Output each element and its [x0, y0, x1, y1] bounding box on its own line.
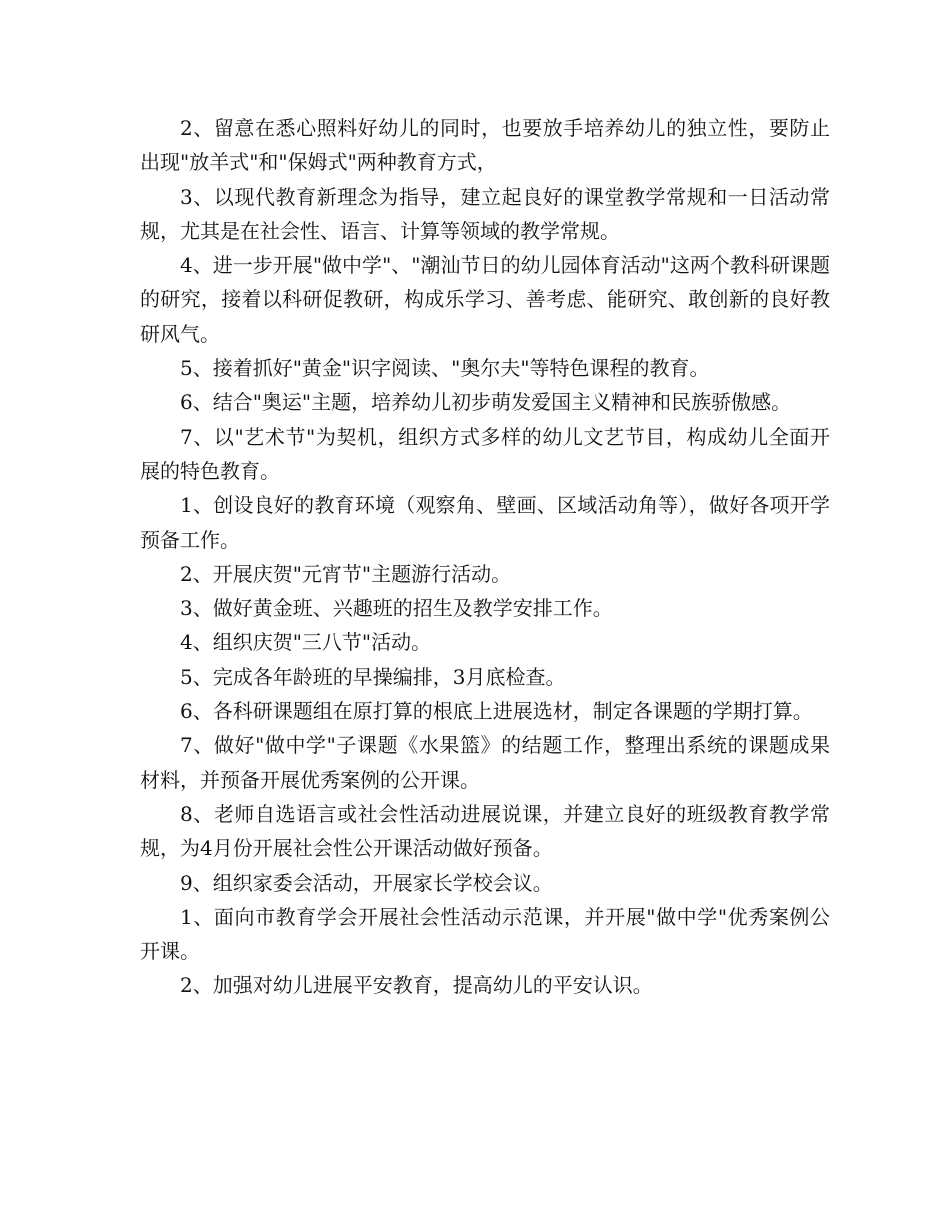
paragraph: 4、进一步开展"做中学"、"潮汕节日的幼儿园体育活动"这两个教科研课题的研究，接着以科研促教研，构成乐学习、善考虑、能研究、敢创新的良好教研风气。 — [140, 253, 830, 346]
paragraph: 5、完成各年龄班的早操编排，3月底检查。 — [180, 664, 566, 689]
paragraph: 2、留意在悉心照料好幼儿的同时，也要放手培养幼儿的独立性，要防止出现"放羊式"和"保姆式"两种教育方式， — [140, 116, 830, 175]
document-body — [140, 111, 830, 1003]
paragraph: 7、以"艺术节"为契机，组织方式多样的幼儿文艺节目，构成幼儿全面开展的特色教育。 — [140, 424, 830, 483]
paragraph: 1、创设良好的教育环境（观察角、壁画、区域活动角等），做好各项开学预备工作。 — [140, 493, 830, 552]
paragraph: 1、面向市教育学会开展社会性活动示范课，并开展"做中学"优秀案例公开课。 — [140, 904, 830, 964]
paragraph: 9、组织家委会活动，开展家长学校会议。 — [180, 870, 553, 895]
paragraph: 5、接着抓好"黄金"识字阅读、"奥尔夫"等特色课程的教育。 — [180, 356, 710, 381]
paragraph: 3、以现代教育新理念为指导，建立起良好的课堂教学常规和一日活动常规，尤其是在社会性、语言、计算等领域的教学常规。 — [140, 184, 830, 243]
paragraph: 2、加强对幼儿进展平安教育，提高幼儿的平安认识。 — [180, 973, 653, 998]
paragraph: 6、各科研课题组在原打算的根底上进展选材，制定各课题的学期打算。 — [180, 699, 813, 724]
paragraph: 7、做好"做中学"子课题《水果篮》的结题工作，整理出系统的课题成果材料，并预备开展优秀案例的公开课。 — [140, 733, 830, 792]
paragraph: 4、组织庆贺"三八节"活动。 — [180, 630, 432, 655]
paragraph: 2、开展庆贺"元宵节"主题游行活动。 — [180, 561, 512, 586]
paragraph: 6、结合"奥运"主题，培养幼儿初步萌发爱国主义精神和民族骄傲感。 — [180, 390, 792, 415]
paragraph: 8、老师自选语言或社会性活动进展说课，并建立良好的班级教育教学常规，为4月份开展社会性公开课活动做好预备。 — [140, 801, 830, 861]
paragraph: 3、做好黄金班、兴趣班的招生及教学安排工作。 — [180, 596, 613, 621]
